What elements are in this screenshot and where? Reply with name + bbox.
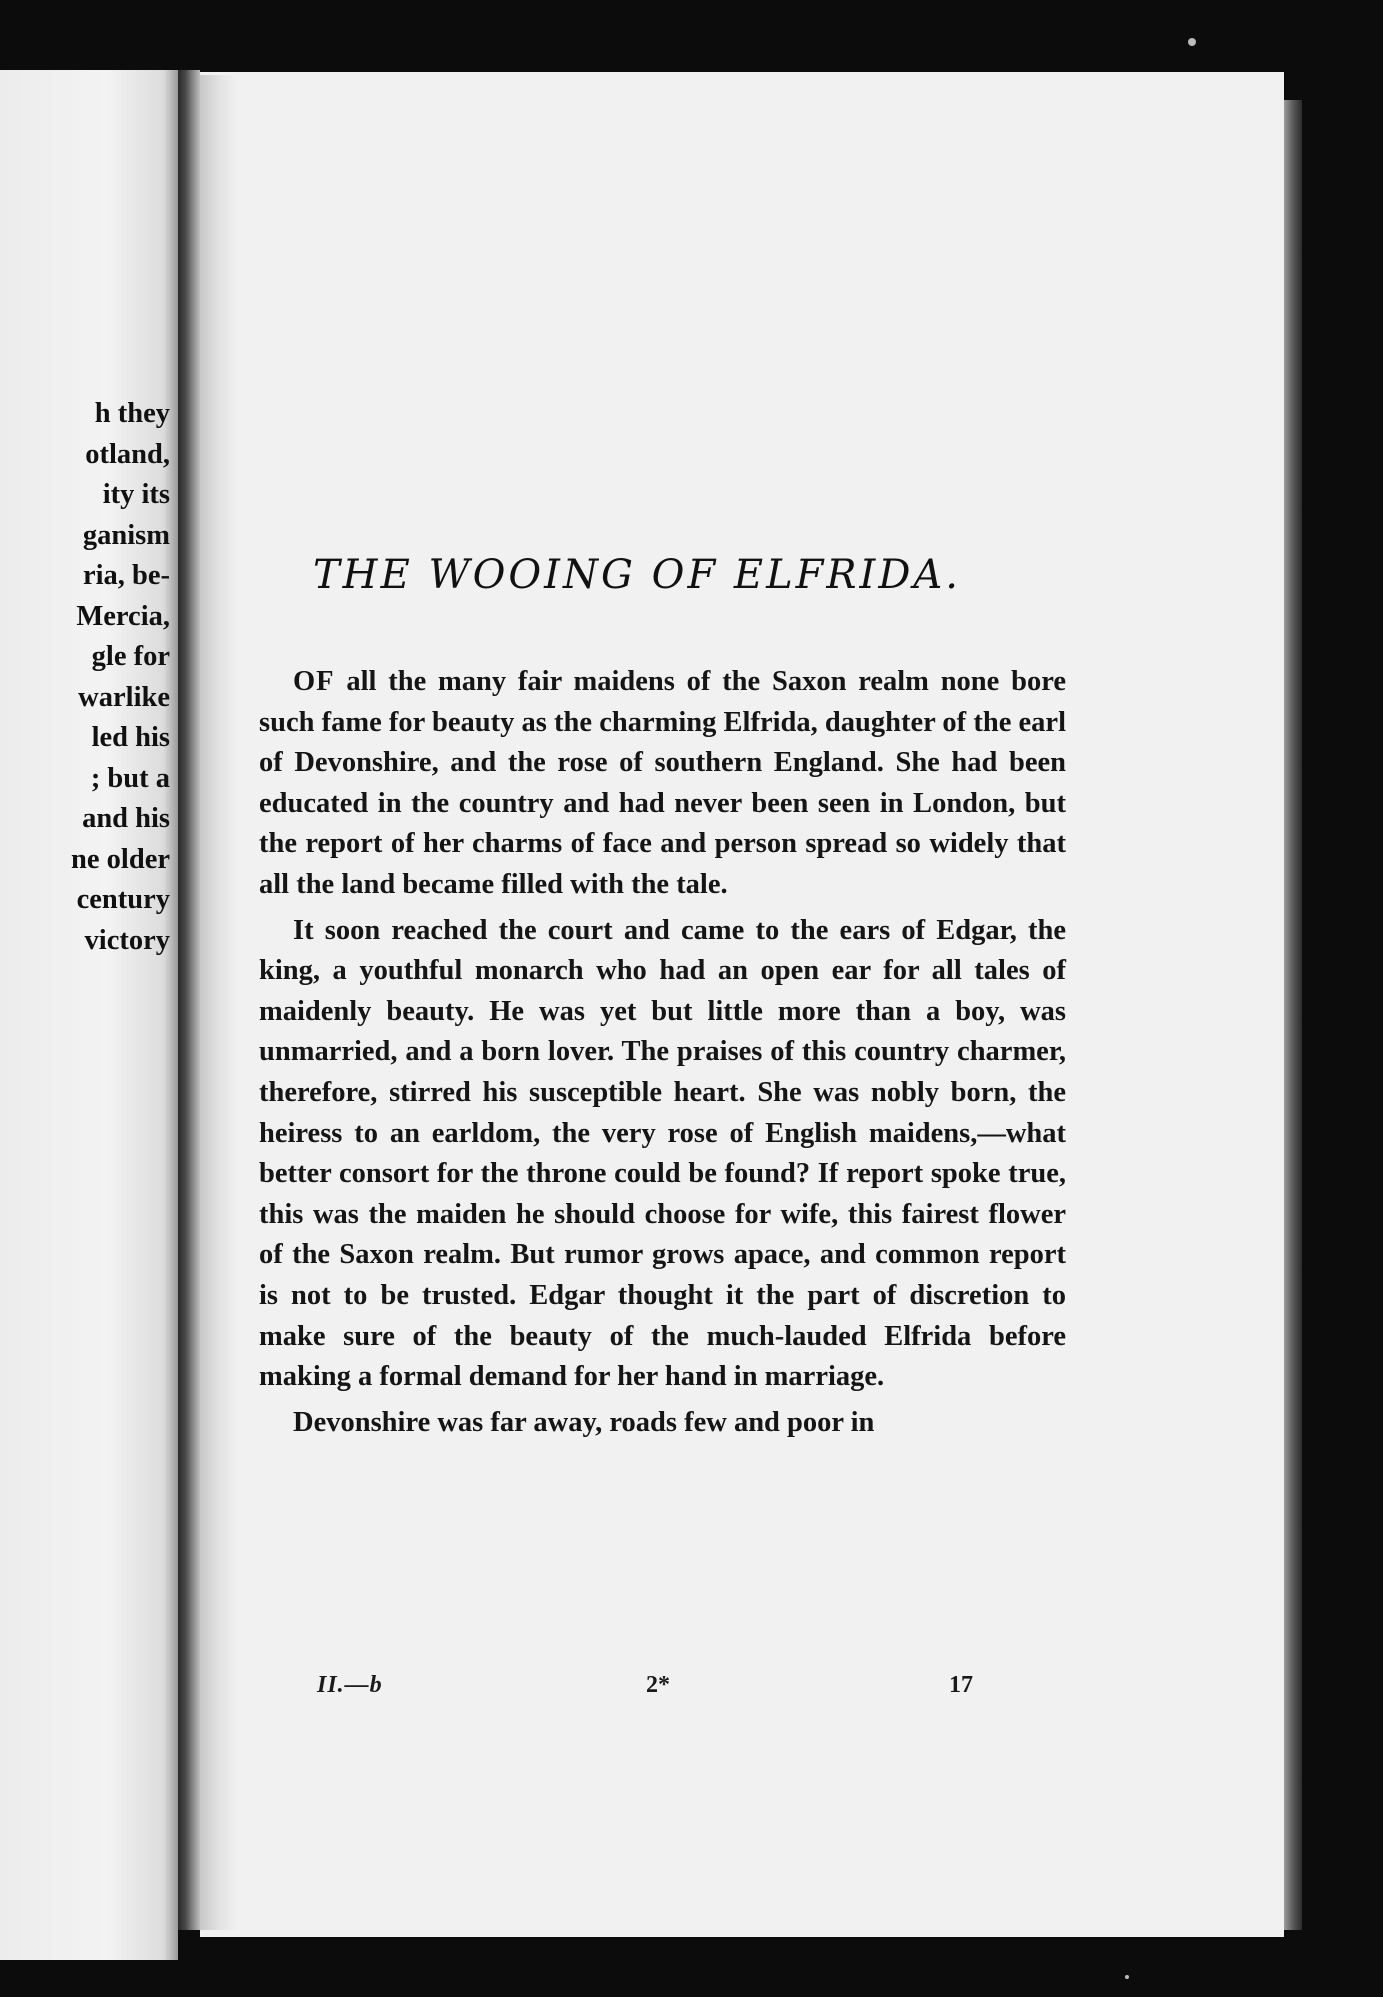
text-line: victory	[84, 924, 170, 956]
facing-page-text-fragments	[0, 394, 170, 961]
book-gutter	[178, 70, 200, 1930]
text-line: century	[76, 884, 170, 915]
scan-speck	[1125, 1975, 1129, 1979]
page-number: 17	[949, 1672, 973, 1698]
paragraph	[259, 1403, 1066, 1444]
page-edge-shadow	[1284, 100, 1302, 1930]
facing-page-left	[0, 70, 178, 1960]
paragraph	[259, 662, 1066, 906]
paragraph-text: all the many fair maidens of the Saxon realm none bore such fame for beauty as the charming Elfrida, daughter of the earl of Devonshire, and the rose of southern England. She had been educated in the country and had never been seen in London, but the report of her charms of face and person spread so widely that all the land became filled with the tale.	[259, 666, 1066, 900]
signature-number: 2*	[646, 1672, 670, 1698]
text-line: ; but a	[90, 762, 170, 794]
body-text	[259, 662, 1066, 1443]
text-line: ria, be-	[82, 560, 170, 591]
text-line: and his	[82, 803, 170, 834]
text-line: ne older	[71, 843, 170, 875]
signature-mark: II.—b	[317, 1672, 383, 1698]
text-line: led his	[91, 722, 170, 753]
text-line: otland,	[85, 438, 170, 470]
scan-speck	[1188, 38, 1196, 46]
page-footer	[259, 1672, 979, 1702]
text-line: ity its	[102, 479, 170, 510]
paragraph	[259, 911, 1066, 1398]
dropcap: OF	[293, 666, 335, 697]
chapter-title: THE WOOING OF ELFRIDA.	[313, 552, 962, 598]
paragraph-text: Devonshire was far away, roads few and poor in	[293, 1406, 875, 1438]
text-line: h they	[94, 398, 170, 429]
text-line: ganism	[82, 519, 170, 551]
text-line: warlike	[78, 681, 170, 713]
gutter-shadow	[200, 75, 238, 1930]
paragraph-text: It soon reached the court and came to the ears of Edgar, the king, a youthful monarch who had an open ear for all tales of maidenly beauty. He was yet but little more than a boy, was unmarried, and a born lover. The praises of this country charmer, therefore, stirred his susceptible heart. She was nobly born, the heiress to an earldom, the very rose of English maidens,—what better consort for the throne could be found? If report spoke true, this was the maiden he should choose for wife, this fairest flower of the Saxon realm. But rumor grows apace, and common report is not to be trusted. Edgar thought it the part of discretion to make sure of the beauty of the much-lauded Elfrida before making a formal demand for her hand in marriage.	[259, 914, 1066, 1393]
text-line: Mercia,	[76, 600, 170, 632]
text-line: gle for	[91, 641, 170, 672]
